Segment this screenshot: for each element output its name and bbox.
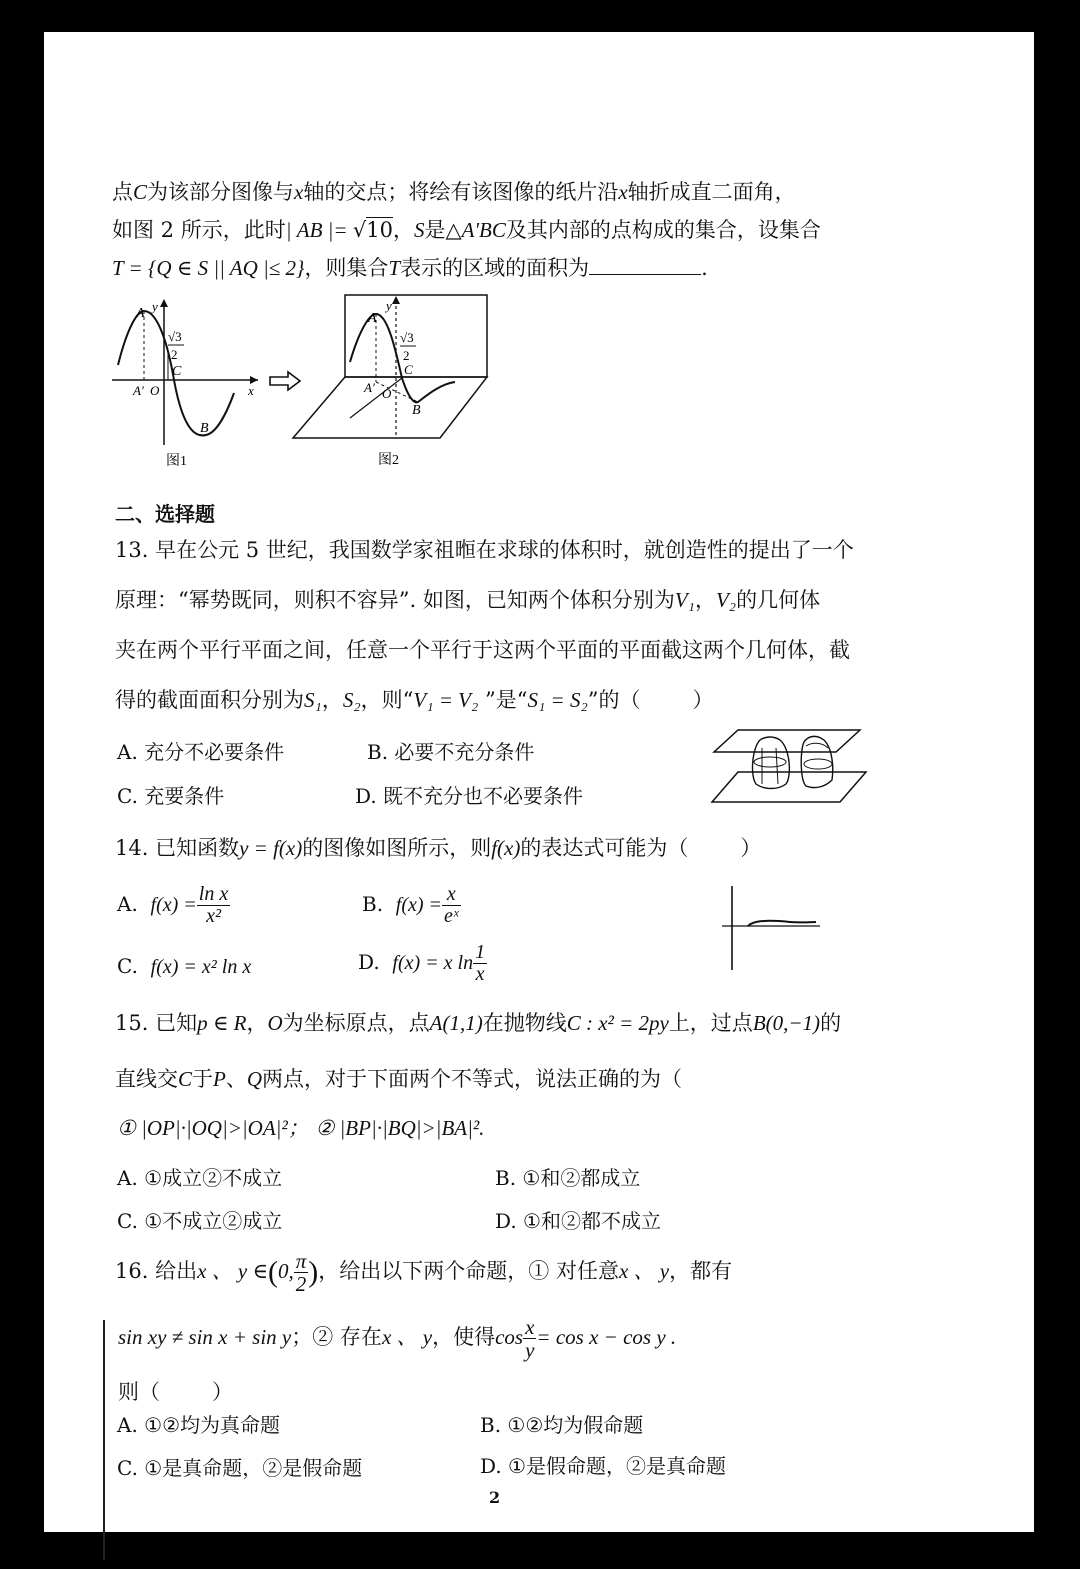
fig2-frac-den: 2 [403,348,410,363]
q16-option-d: D. ①是假命题，②是真命题 [480,1454,726,1478]
page-number: 2 [489,1488,501,1507]
q15-inequalities: ① |OP|·|OQ|>|OA|²； ② |BP|·|BQ|>|BA|². [117,1116,485,1140]
fig1-origin-O: O [150,383,160,398]
fig2-point-A: A [368,311,377,326]
q14-option-c: C. f(x) = x² ln x [117,954,252,978]
fig1-point-A: A [136,306,145,321]
fig1-frac-num: √3 [168,329,182,344]
q15-line-1: 15. 已知p ∈ R，O为坐标原点，点A(1,1)在抛物线C : x² = 2py上，过点B(0,−1)的 [115,1011,842,1035]
fig2-origin-O: O [382,386,392,401]
q13-solids-figure [708,726,873,808]
fig1-y-label: y [152,299,158,314]
q14-function-graph [720,880,830,975]
q15-option-b: B. ①和②都成立 [495,1166,641,1190]
section-heading: 二、选择题 [115,502,215,526]
q12-line-3: T = {Q ∈ S || AQ |≤ 2}，则集合T表示的区域的面积为 . [112,256,708,280]
fig2-caption: 图2 [378,453,399,468]
q16-option-a: A. ①②均为真命题 [117,1413,281,1437]
q16-then: 则（ ） [118,1380,233,1404]
fig1-point-B: B [200,421,209,436]
fig1-point-C: C [172,364,182,379]
upper-plane [714,730,860,752]
fig2-y-label: y [386,298,392,313]
q14-stem: 14. 已知函数y = f(x)的图像如图所示，则f(x)的表达式可能为（ ） [115,836,762,860]
figure-2-folded-dihedral [290,292,495,477]
q15-option-d: D. ①和②都不成立 [495,1209,661,1233]
fig2-point-Aprime: A′ [364,380,375,395]
q12-line-1: 点C为该部分图像与x轴的交点；将绘有该图像的纸片沿x轴折成直二面角， [112,180,796,204]
q13-line-2: 原理：“幂势既同，则积不容异”. 如图，已知两个体积分别为V₁，V₂的几何体 [115,588,821,612]
fig2-frac-num: √3 [400,330,414,345]
vertical-plane [345,295,487,377]
q16-line-2: sin xy ≠ sin x + sin y；② 存在x 、 y，使得cos $\frac{x}{y}$ = cos x − cos y . [118,1315,677,1363]
fig1-x-label: x [248,383,254,398]
answer-blank [589,256,701,275]
q14-option-a: A. f(x) = $\frac{\text{ln x}}{\text{x²}}$ [117,883,229,927]
q13-line-4: 得的截面面积分别为S₁，S₂，则“V₁ = V₂ ”是“S₁ = S₂”的（ ） [115,688,714,712]
q16-option-c: C. ①是真命题，②是假命题 [117,1456,363,1480]
margin-rule [103,1320,105,1560]
q13-line-1: 13. 早在公元 5 世纪，我国数学家祖暅在求球的体积时，就创造性的提出了一个 [115,538,854,562]
fig2-point-C: C [404,362,413,377]
q13-option-c: C. 充要条件 [117,784,225,808]
q16-option-b: B. ①②均为假命题 [480,1413,644,1437]
q12-line-2: 如图 2 所示，此时| AB |= √10，S是△A′BC及其内部的点构成的集合，设集合 [112,218,821,242]
q14-option-b: B. f(x) = $\frac{x}{\text{eˣ}}$ [362,883,459,927]
solid-1 [753,737,790,789]
q15-line-2: 直线交C于P、Q两点，对于下面两个不等式，说法正确的为（ [115,1067,683,1091]
q13-option-d: D. 既不充分也不必要条件 [355,784,584,808]
q13-option-a: A. 充分不必要条件 [117,740,285,764]
function-curve [748,921,816,926]
q15-option-a: A. ①成立②不成立 [117,1166,283,1190]
q13-line-3: 夹在两个平行平面之间，任意一个平行于这两个平面的平面截这两个几何体，截 [115,638,850,662]
fig1-frac-den: 2 [171,347,178,362]
fig1-point-Aprime: A′ [133,383,144,398]
q16-line-1: 16. 给出x 、 y ∈(0, $\frac{\pi}{2}$ )，给出以下两个命题，① 对任意x 、 y，都有 [115,1249,733,1297]
figure-1-sine-graph [108,295,268,475]
fig1-caption: 图1 [166,454,187,469]
q14-option-d: D. f(x) = x ln $\frac{1}{x}$ [358,941,486,985]
fig2-point-B: B [412,403,421,418]
q15-option-c: C. ①不成立②成立 [117,1209,283,1233]
y-axis-arrow [160,299,168,307]
q13-option-b: B. 必要不充分条件 [367,740,535,764]
